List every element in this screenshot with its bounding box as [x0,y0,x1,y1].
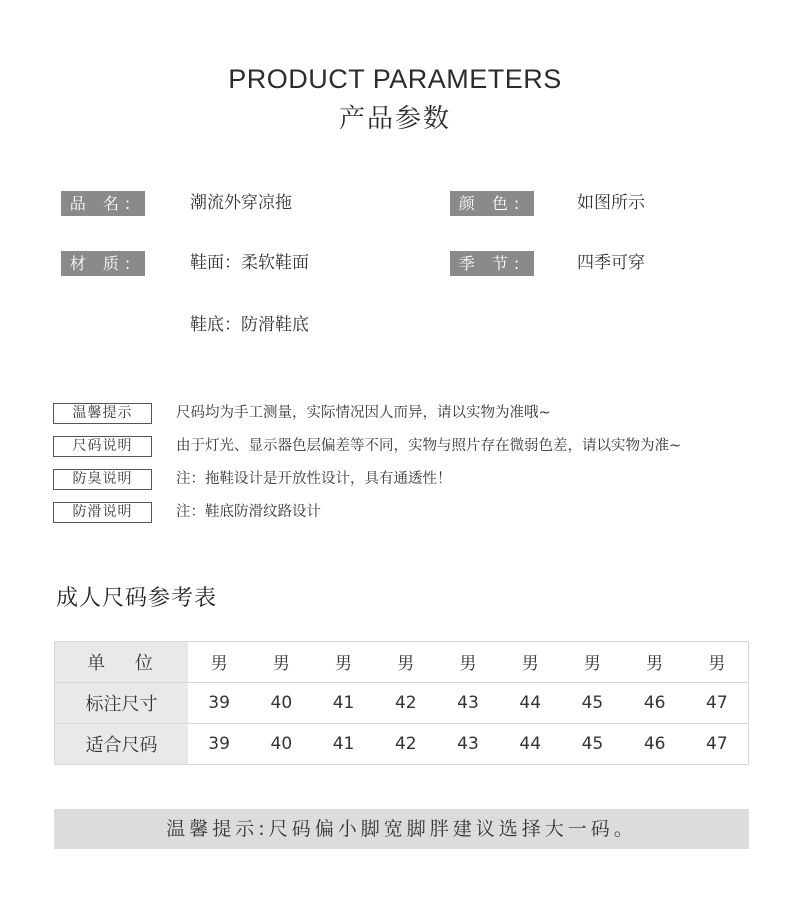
table-cell: 42 [375,682,437,723]
table-row [55,724,748,764]
row-label-fit-size: 适合尺码 [55,724,188,764]
table-cell: 男 [686,642,748,682]
table-cell: 41 [312,682,374,723]
table-cell: 男 [499,642,561,682]
note-text-antislip: 注：鞋底防滑纹路设计 [176,504,321,520]
param-label-name: 品 名: [61,191,145,216]
note-label-tip: 温馨提示 [53,403,152,424]
note-label-antislip: 防滑说明 [53,502,152,523]
table-cell: 40 [270,734,293,755]
table-cell: 44 [499,682,561,723]
param-value-name: 潮流外穿凉拖 [190,193,292,213]
table-cell: 男 [561,642,623,682]
table-cell: 41 [332,734,355,755]
table-cell: 39 [208,734,230,755]
note-label-odor: 防臭说明 [53,469,152,490]
table-cell: 43 [437,682,499,723]
param-label-material: 材 质: [61,251,145,276]
table-cell: 47 [686,682,748,723]
table-cell: 46 [624,682,686,723]
size-table [54,641,749,765]
footer-tip-banner: 温馨提示:尺码偏小脚宽脚胖建议选择大一码。 [54,809,749,849]
table-cell: 45 [561,682,623,723]
title-chinese: 产品参数 [338,104,451,134]
note-text-size: 由于灯光、显示器色层偏差等不同，实物与照片存在微弱色差，请以实物为准~ [176,438,682,454]
table-cell: 男 [437,642,499,682]
table-cell: 40 [250,682,312,723]
table-cell: 男 [188,642,250,682]
table-cell: 39 [188,682,250,723]
table-cell: 男 [375,642,437,682]
table-row [55,682,748,723]
row-label-marked-size: 标注尺寸 [55,682,188,723]
param-label-season: 季 节: [450,251,534,276]
param-value-color: 如图所示 [577,193,645,213]
note-label-size: 尺码说明 [53,436,152,457]
note-text-odor: 注：拖鞋设计是开放性设计，具有通透性！ [176,471,452,487]
table-cell: 46 [643,734,666,755]
note-text-tip: 尺码均为手工测量，实际情况因人而异，请以实物为准哦~ [176,405,551,421]
param-label-color: 颜 色: [450,191,534,216]
table-cell: 男 [250,642,312,682]
table-cell: 45 [581,734,604,755]
table-cell: 44 [519,734,542,755]
param-value-season: 四季可穿 [577,253,645,273]
param-value-sole: 鞋底：防滑鞋底 [190,315,309,335]
table-cell: 42 [394,734,417,755]
row-label-unit: 单 位 [55,642,188,682]
param-value-upper: 鞋面：柔软鞋面 [190,253,309,273]
size-chart-title: 成人尺码参考表 [56,586,218,611]
table-cell: 男 [624,642,686,682]
table-cell: 男 [312,642,374,682]
table-cell: 43 [457,734,479,755]
table-row [55,642,748,682]
table-cell: 47 [706,734,728,755]
title-english: PRODUCT PARAMETERS [228,64,562,94]
